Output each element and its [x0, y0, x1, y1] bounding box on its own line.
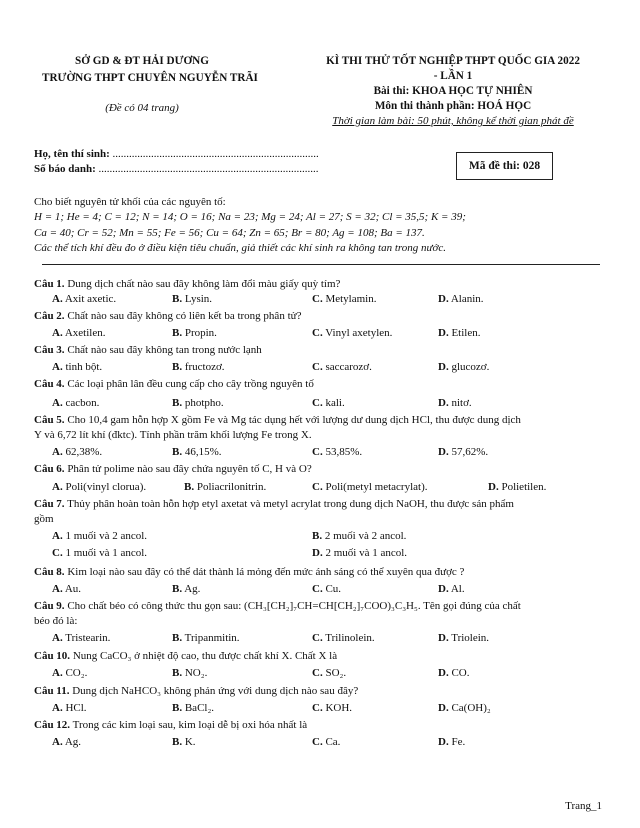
question-8: Câu 8. Kim loại nào sau đây có thể dát thành lá mỏng đến mức ánh sáng có thể xuyên qua được ?: [34, 566, 465, 578]
option: B. Tripanmitin.: [172, 632, 240, 644]
option: D. 57,62%.: [438, 446, 489, 458]
option: B. NO₂.: [172, 667, 208, 679]
option: A. cacbon.: [52, 397, 100, 409]
candidate-name-dots: ...........................................................................: [112, 148, 319, 160]
question-2: Câu 2. Chất nào sau đây không có liên kết ba trong phân tử?: [34, 310, 302, 322]
option: C. Poli(metyl metacrylat).: [312, 481, 428, 493]
department-name: SỞ GD & ĐT HẢI DƯƠNG: [75, 55, 209, 67]
exam-subject: Bài thi: KHOA HỌC TỰ NHIÊN: [373, 85, 533, 97]
option: D. glucozơ.: [438, 361, 490, 373]
option: B. 2 muối và 2 ancol.: [312, 530, 407, 542]
option: D. Polietilen.: [488, 481, 547, 493]
option: B. Propin.: [172, 327, 217, 339]
question-11: Câu 11. Dung dịch NaHCO₃ không phản ứng với dung dịch nào sau đây?: [34, 685, 359, 697]
option: D. Triolein.: [438, 632, 490, 644]
exam-component: Môn thi thành phần: HOÁ HỌC: [374, 100, 532, 112]
question-7: Câu 7. Thủy phân hoàn toàn hỗn hợp etyl axetat và metyl acrylat trong dung dịch NaOH, thu được sản phẩm: [34, 498, 514, 510]
option: C. Cu.: [312, 583, 342, 595]
option: A. HCl.: [52, 702, 87, 714]
option: C. 53,85%.: [312, 446, 363, 458]
option: B. K.: [172, 736, 196, 748]
option: D. Alanin.: [438, 293, 484, 305]
option: B. BaCl₂.: [172, 702, 215, 714]
option: A. Axetilen.: [52, 327, 106, 339]
option: B. 46,15%.: [172, 446, 222, 458]
question-1: Câu 1. Dung dịch chất nào sau đây không làm đổi màu giấy quỳ tím?: [34, 278, 341, 290]
option: B. Ag.: [172, 583, 201, 595]
question-7-cont: gồm: [34, 513, 54, 525]
option: D. 2 muối và 1 ancol.: [312, 547, 408, 559]
option: B. fructozơ.: [172, 361, 225, 373]
exam-code-box: Mã đề thi: 028: [456, 152, 553, 180]
option: A. 62,38%.: [52, 446, 103, 458]
option: C. Ca.: [312, 736, 341, 748]
atomic-mass-line1: H = 1; He = 4; C = 12; N = 14; O = 16; Na = 23; Mg = 24; Al = 27; S = 32; Cl = 35,5; K = 39;: [34, 211, 466, 223]
option: A. Ag.: [52, 736, 82, 748]
option: B. Lysin.: [172, 293, 213, 305]
question-10: Câu 10. Nung CaCO₃ ở nhiệt độ cao, thu được chất khí X. Chất X là: [34, 650, 338, 662]
question-9-cont: béo đó là:: [34, 615, 78, 627]
candidate-name-label: Họ, tên thí sinh:: [34, 148, 110, 160]
option: C. saccarozơ.: [312, 361, 372, 373]
option: C. Metylamin.: [312, 293, 377, 305]
option: B. Poliacrilonitrin.: [184, 481, 267, 493]
question-9: Câu 9. Cho chất béo có công thức thu gọn sau: (CH₃[CH₂]₇CH=CH[CH₂]₇COO)₃C₃H₅. Tên gọi đúng của chất: [34, 600, 521, 612]
option: C. Trilinolein.: [312, 632, 375, 644]
exam-title: KÌ THI THỬ TỐT NGHIỆP THPT QUỐC GIA 2022: [326, 55, 580, 67]
exam-round: - LẦN 1: [433, 70, 473, 82]
option: D. Fe.: [438, 736, 466, 748]
school-name: TRƯỜNG THPT CHUYÊN NGUYỄN TRÃI: [42, 72, 258, 84]
question-6: Câu 6. Phân tử polime nào sau đây chứa nguyên tố C, H và O?: [34, 463, 312, 475]
option: B. photpho.: [172, 397, 224, 409]
option: C. SO₂.: [312, 667, 347, 679]
option: C. Vinyl axetylen.: [312, 327, 393, 339]
option: C. kali.: [312, 397, 345, 409]
exam-duration: Thời gian làm bài: 50 phút, không kể thời gian phát đề: [332, 115, 574, 127]
option: C. KOH.: [312, 702, 353, 714]
option: A. Tristearin.: [52, 632, 111, 644]
option: A. tinh bột.: [52, 361, 103, 373]
page-count-note: (Đề có 04 trang): [105, 102, 179, 114]
candidate-id-row: [34, 163, 319, 175]
option: D. Ca(OH)₂: [438, 702, 491, 714]
option: D. Al.: [438, 583, 465, 595]
atomic-mass-line2: Ca = 40; Cr = 52; Mn = 55; Fe = 56; Cu = 64; Zn = 65; Br = 80; Ag = 108; Ba = 137.: [34, 227, 425, 239]
option: C. 1 muối và 1 ancol.: [52, 547, 148, 559]
page-number: Trang_1: [565, 800, 602, 812]
question-5: Câu 5. Cho 10,4 gam hỗn hợp X gồm Fe và Mg tác dụng hết với lượng dư dung dịch HCl, thu được dung dịch: [34, 414, 521, 426]
divider: [42, 264, 600, 265]
candidate-id-label: Số báo danh:: [34, 163, 96, 175]
candidate-name-row: [34, 148, 319, 160]
question-4: Câu 4. Các loại phân lân đều cung cấp cho cây trồng nguyên tố: [34, 378, 314, 390]
gas-condition-note: Các thể tích khí đều đo ở điều kiện tiêu chuẩn, giả thiết các khí sinh ra không tan trong nước.: [34, 242, 447, 254]
question-3: Câu 3. Chất nào sau đây không tan trong nước lạnh: [34, 344, 262, 356]
atomic-mass-intro: Cho biết nguyên tử khối của các nguyên tố:: [34, 196, 226, 208]
candidate-id-dots: ................................................................................: [98, 163, 319, 175]
option: A. Poli(vinyl clorua).: [52, 481, 147, 493]
option: A. Au.: [52, 583, 82, 595]
option: A. 1 muối và 2 ancol.: [52, 530, 148, 542]
option: D. CO.: [438, 667, 470, 679]
question-5-cont: Y và 6,72 lít khí (đktc). Tính phần trăm khối lượng Fe trong X.: [34, 429, 312, 441]
question-12: Câu 12. Trong các kim loại sau, kim loại dễ bị oxi hóa nhất là: [34, 719, 308, 731]
option: D. nitơ.: [438, 397, 472, 409]
option: A. CO₂.: [52, 667, 88, 679]
option: D. Etilen.: [438, 327, 481, 339]
option: A. Axit axetic.: [52, 293, 117, 305]
